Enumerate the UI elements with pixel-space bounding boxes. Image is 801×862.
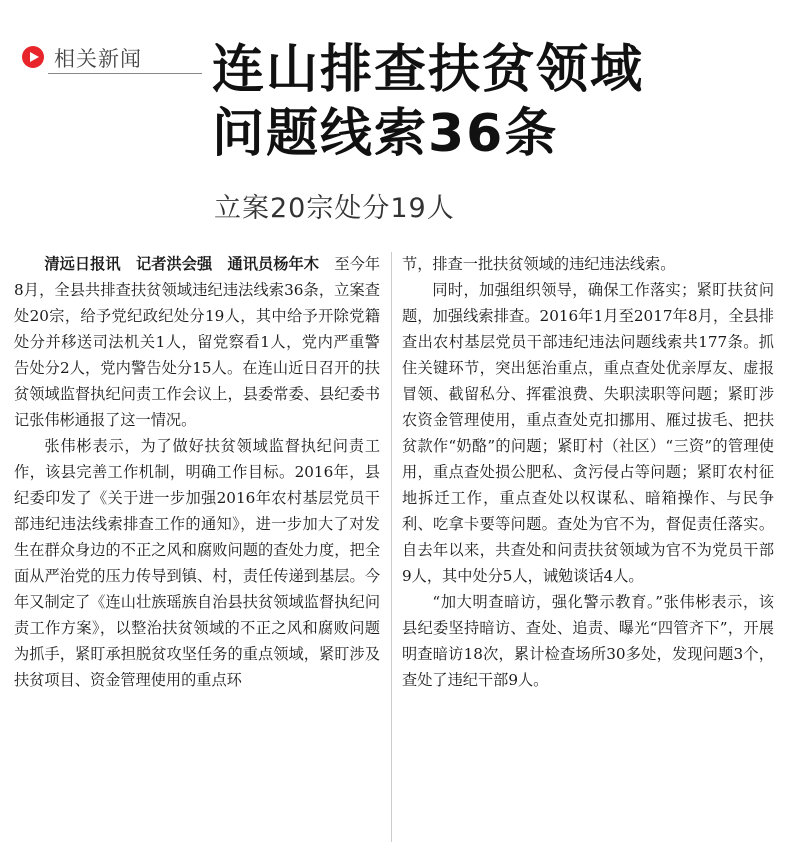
byline: 清远日报讯 记者洪会强 通讯员杨年木 [44,255,320,273]
article-paragraph-2-continued: 节，排查一批扶贫领域的违纪违法线索。 [402,255,676,273]
related-news-tag[interactable] [14,40,190,74]
article-column-left [14,251,380,693]
article-column-right [402,251,774,693]
headline-line-1: 连山排查扶贫领域 [212,40,645,100]
article-paragraph-1 [14,251,380,433]
headline [212,38,792,166]
subheadline: 立案20宗处分19人 [214,193,455,224]
related-news-underline [48,73,202,74]
article-paragraph-3: 同时，加强组织领导，确保工作落实；紧盯扶贫问题，加强线索排查。2016年1月至2017年8月，全县排查出农村基层党员干部违纪违法问题线索共177条。抓住关键环节，突出惩治重点，重点查处优亲厚友、虚报冒领、截留私分、挥霍浪费、失职渎职等问题；紧盯涉农资金管理使用，重点查处克扣挪用、雁过拔毛、把扶贫款作“奶酪”的问题；紧盯村（社区）“三资”的管理使用，重点查处损公肥私、贪污侵占等问题；紧盯农村征地拆迁工作，重点查处以权谋私、暗箱操作、与民争利、吃拿卡要等问题。查处为官不为，督促责任落实。自去年以来，共查处和问责扶贫领域为官不为党员干部9人，其中处分5人，诫勉谈话4人。 [402,281,774,585]
article-paragraph-4: “加大明查暗访，强化警示教育。”张伟彬表示，该县纪委坚持暗访、查处、追责、曝光“四管齐下”，开展明查暗访18次，累计检查场所30多处，发现问题3个，查处了违纪干部9人。 [402,593,774,689]
article-paragraph-2: 张伟彬表示，为了做好扶贫领域监督执纪问责工作，该县完善工作机制，明确工作目标。2016年，县纪委印发了《关于进一步加强2016年农村基层党员干部违纪违法线索排查工作的通知》，进一步加大了对发生在群众身边的不正之风和腐败问题的查处力度，把全面从严治党的压力传导到镇、村，责任传递到基层。今年又制定了《连山壮族瑶族自治县扶贫领域监督执纪问责工作方案》，以整治扶贫领域的不正之风和腐败问题为抓手，紧盯承担脱贫攻坚任务的重点领域，紧盯涉及扶贫项目、资金管理使用的重点环 [14,437,380,689]
column-divider [391,252,392,842]
play-circle-icon [22,46,44,68]
related-news-label: 相关新闻 [54,47,142,71]
paragraph-1-text: 至今年8月，全县共排查扶贫领域违纪违法线索36条，立案查处20宗，给予党纪政纪处分19人，其中给予开除党籍处分并移送司法机关1人，留党察看1人，党内严重警告处分2人，党内警告处分15人。在连山近日召开的扶贫领域监督执纪问责工作会议上，县委常委、县纪委书记张伟彬通报了这一情况。 [14,255,381,429]
headline-line-2: 问题线索36条 [212,104,559,164]
